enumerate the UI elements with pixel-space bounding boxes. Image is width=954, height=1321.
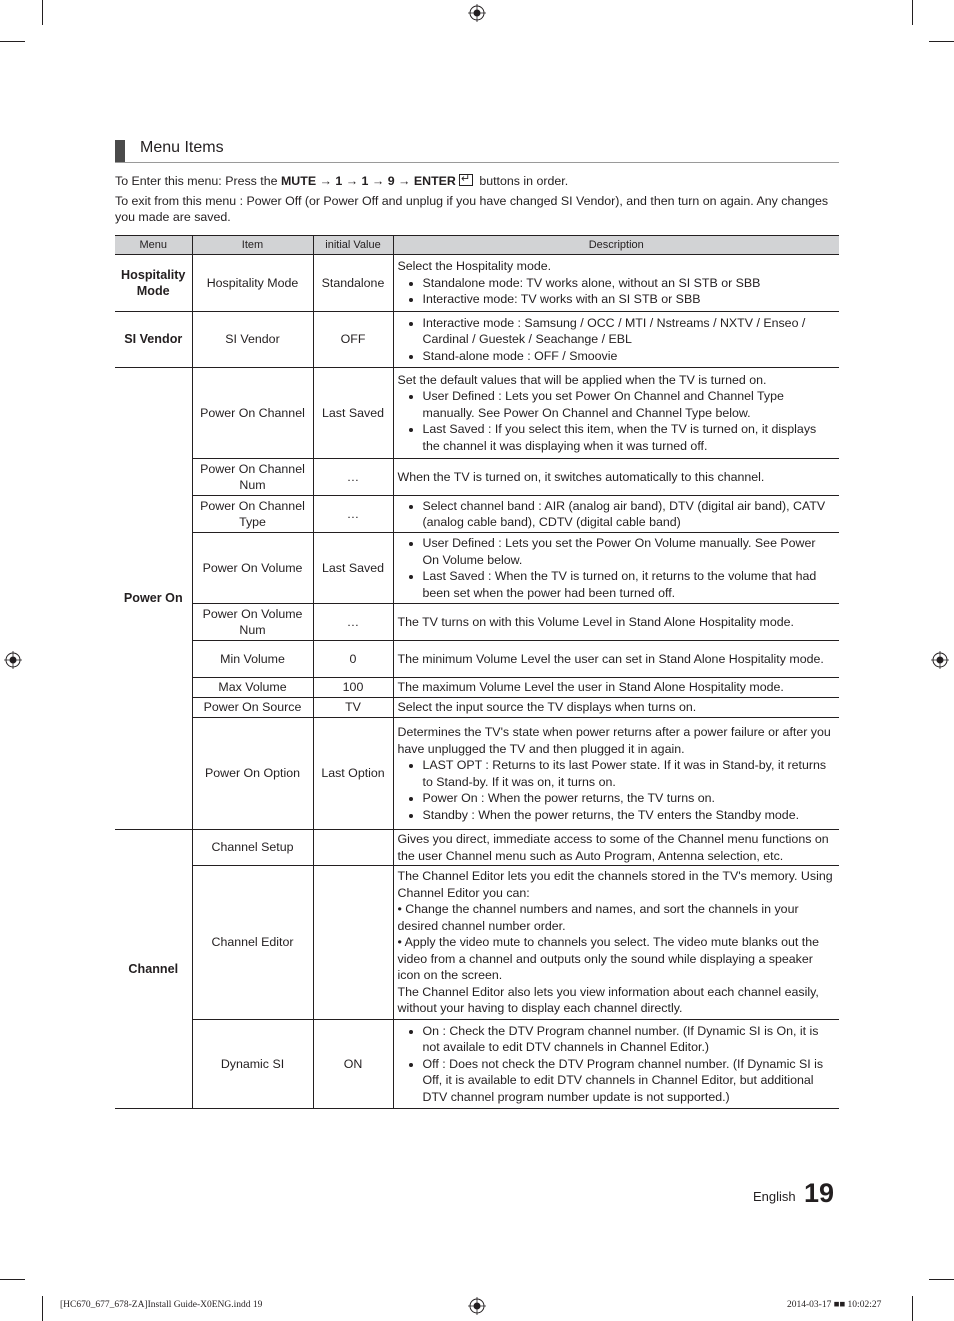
description-cell — [393, 866, 839, 1020]
description-cell: The minimum Volume Level the user can set in Stand Alone Hospitality mode. — [393, 641, 839, 678]
description-cell: The maximum Volume Level the user in Stand Alone Hospitality mode. — [393, 678, 839, 698]
value-cell: Last Saved — [313, 368, 393, 459]
description-bullet: • Select channel band : AIR (analog air band), DTV (digital air band), CATV (analog cable band), CDTV (digital cable band) — [423, 498, 836, 531]
menu-cell: Channel — [115, 830, 192, 1109]
crop-mark — [42, 0, 43, 25]
footer-timestamp: 2014-03-17 ■■ 10:02:27 — [787, 1300, 882, 1310]
table-row — [115, 604, 839, 641]
value-cell: … — [313, 604, 393, 641]
value-cell: TV — [313, 698, 393, 718]
description-cell — [393, 533, 839, 604]
description-text: Select the Hospitality mode. — [397, 259, 552, 274]
table-row — [115, 533, 839, 604]
table-row — [115, 718, 839, 830]
value-cell: ON — [313, 1020, 393, 1109]
crop-mark — [0, 1279, 25, 1280]
description-bullet: • Last Saved : If you select this item, when the TV is turned on, it displays the channel it was displaying when it was turned off. — [423, 421, 836, 454]
enter-key-icon — [459, 174, 473, 186]
table-row — [115, 368, 839, 459]
page-language: English — [753, 1189, 796, 1204]
table-row — [115, 866, 839, 1020]
description-bullet: • LAST OPT : Returns to its last Power state. If it was in Stand-by, it returns to Stand-by. If it was on, it turns on. — [423, 757, 836, 790]
description-text: Set the default values that will be applied when the TV is turned on. — [397, 372, 767, 387]
item-cell: Power On Option — [192, 718, 313, 830]
table-header-row — [115, 236, 839, 255]
exit-instructions: To exit from this menu : Power Off (or Power Off and unplug if you have changed SI Vendor), and then turn on again. Any changes you made are saved. — [115, 194, 829, 224]
description-bullet: • On : Check the DTV Program channel number. (If Dynamic SI is On, it is not availale to edit DTV channels in Channel Editor.) — [423, 1023, 836, 1056]
item-cell: Min Volume — [192, 641, 313, 678]
enter-instructions — [115, 173, 839, 189]
description-bullet: • Interactive mode : Samsung / OCC / MTI / Nstreams / NXTV / Enseo / Cardinal / Guestek / Seachange / EBL — [423, 315, 836, 348]
value-cell: Last Option — [313, 718, 393, 830]
description-cell — [393, 368, 839, 459]
value-cell: Standalone — [313, 255, 393, 312]
description-cell — [393, 718, 839, 830]
description-bullet: • Standalone mode: TV works alone, without an SI STB or SBB — [423, 275, 836, 292]
description-bullet: • Off : Does not check the DTV Program channel number. (If Dynamic SI is Off, it is available to edit DTV channels in Channel Editor, but additional DTV channel program number update is not supported.) — [423, 1056, 836, 1106]
description-bullet: • Last Saved : When the TV is turned on, it returns to the volume that had been set when the power had been turned off. — [423, 568, 836, 601]
description-cell: When the TV is turned on, it switches automatically to this channel. — [393, 459, 839, 496]
header-initial-value: initial Value — [313, 236, 393, 255]
value-cell: 0 — [313, 641, 393, 678]
description-bullet: • Standby : When the power returns, the TV enters the Standby mode. — [423, 807, 836, 824]
description-cell: Select the input source the TV displays when turns on. — [393, 698, 839, 718]
menu-items-table — [115, 235, 839, 1109]
item-cell: Power On Volume — [192, 533, 313, 604]
description-cell: The TV turns on with this Volume Level in Stand Alone Hospitality mode. — [393, 604, 839, 641]
item-cell: Channel Editor — [192, 866, 313, 1020]
crop-mark — [0, 41, 25, 42]
registration-mark-icon — [468, 1297, 486, 1315]
crop-mark — [42, 1296, 43, 1321]
crop-mark — [929, 1279, 954, 1280]
menu-cell: Hospitality Mode — [115, 255, 192, 312]
section-marker — [115, 140, 125, 162]
item-cell: Dynamic SI — [192, 1020, 313, 1109]
value-cell — [313, 866, 393, 1020]
crop-mark — [912, 0, 913, 25]
table-row — [115, 312, 839, 368]
description-cell — [393, 255, 839, 312]
footer-file-name: [HC670_677_678-ZA]Install Guide-X0ENG.indd 19 — [60, 1300, 263, 1310]
value-cell: 100 — [313, 678, 393, 698]
item-cell: Power On Channel Type — [192, 496, 313, 533]
table-row — [115, 641, 839, 678]
description-cell — [393, 1020, 839, 1109]
value-cell: … — [313, 496, 393, 533]
item-cell: SI Vendor — [192, 312, 313, 368]
table-row — [115, 698, 839, 718]
value-cell: … — [313, 459, 393, 496]
description-cell: Gives you direct, immediate access to some of the Channel menu functions on the user Channel menu such as Auto Program, Antenna selection, etc. — [393, 830, 839, 866]
menu-cell: SI Vendor — [115, 312, 192, 368]
table-row — [115, 678, 839, 698]
item-cell: Power On Volume Num — [192, 604, 313, 641]
description-bullet: • User Defined : Lets you set Power On Channel and Channel Type manually. See Power On Channel and Channel Type below. — [423, 388, 836, 421]
section-title: Menu Items — [140, 139, 224, 156]
registration-mark-icon — [4, 651, 22, 669]
table-row — [115, 459, 839, 496]
description-text: The Channel Editor lets you edit the channels stored in the TV's memory. Using Channel Editor you can: — [397, 869, 833, 900]
value-cell: OFF — [313, 312, 393, 368]
crop-mark — [912, 1296, 913, 1321]
description-bullet: • User Defined : Lets you set the Power On Volume manually. See Power On Volume below. — [423, 535, 836, 568]
header-description: Description — [393, 236, 839, 255]
table-row — [115, 830, 839, 866]
table-row — [115, 255, 839, 312]
header-item: Item — [192, 236, 313, 255]
description-bullet: • Power On : When the power returns, the TV turns on. — [423, 790, 836, 807]
description-bullet: • Interactive mode: TV works with an SI STB or SBB — [423, 291, 836, 308]
item-cell: Channel Setup — [192, 830, 313, 866]
crop-mark — [929, 41, 954, 42]
description-text: • Apply the video mute to channels you select. The video mute blanks out the video from a channel and outputs only the sound while displaying a speaker icon on the screen. — [397, 935, 820, 983]
description-cell — [393, 312, 839, 368]
section-heading — [115, 139, 839, 163]
menu-cell: Power On — [115, 368, 192, 830]
item-cell: Power On Channel Num — [192, 459, 313, 496]
description-text: • Change the channel numbers and names, and sort the channels in your desired channel number order. — [397, 902, 799, 933]
page-number: 19 — [804, 1178, 835, 1208]
item-cell: Max Volume — [192, 678, 313, 698]
registration-mark-icon — [468, 4, 486, 22]
enter-prefix: To Enter this menu: Press the — [115, 174, 278, 188]
item-cell: Power On Channel — [192, 368, 313, 459]
table-row — [115, 1020, 839, 1109]
value-cell: Last Saved — [313, 533, 393, 604]
description-cell — [393, 496, 839, 533]
registration-mark-icon — [931, 651, 949, 669]
item-cell: Hospitality Mode — [192, 255, 313, 312]
description-bullet: • Stand-alone mode : OFF / Smoovie — [423, 348, 836, 365]
enter-keys: MUTE → 1 → 1 → 9 → ENTER — [280, 174, 456, 188]
item-cell: Power On Source — [192, 698, 313, 718]
header-menu: Menu — [115, 236, 192, 255]
enter-suffix: buttons in order. — [479, 174, 569, 188]
value-cell — [313, 830, 393, 866]
description-text: Determines the TV's state when power returns after a power failure or after you have unplugged the TV and then plugged it in again. — [397, 725, 831, 756]
table-row — [115, 496, 839, 533]
description-text: The Channel Editor also lets you view information about each channel easily, without your having to display each channel directly. — [397, 984, 819, 1016]
